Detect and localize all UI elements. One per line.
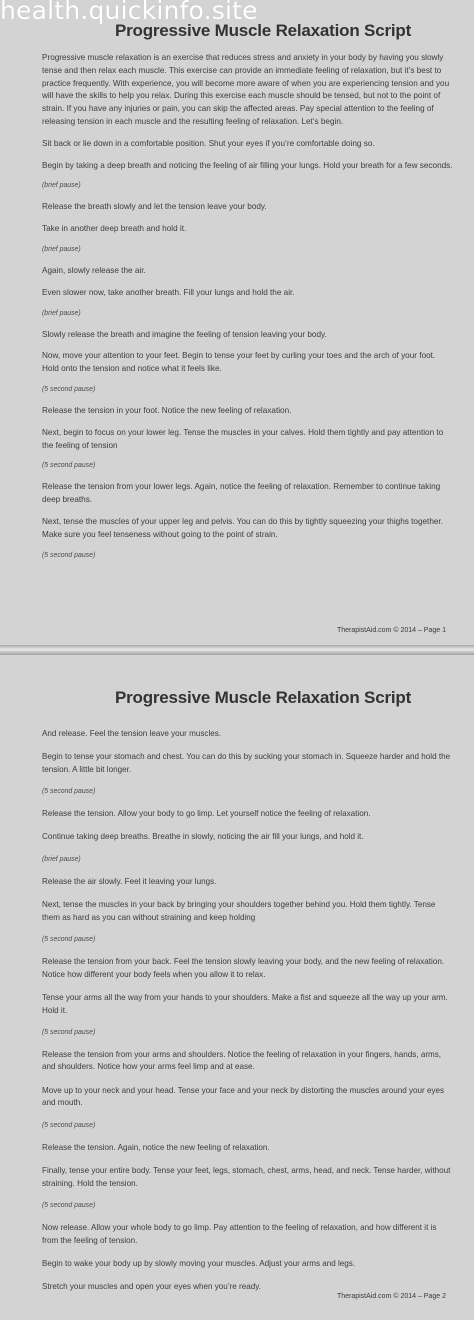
script-paragraph: Release the tension. Allow your body to go limp. Let yourself notice the feeling of relaxation.: [42, 809, 371, 819]
script-paragraph: Begin to tense your stomach and chest. You can do this by sucking your stomach in. Squeeze harder and hold the tension. A little bit longer.: [42, 752, 451, 774]
script-paragraph: Release the breath slowly and let the tension leave your body.: [42, 202, 267, 212]
watermark-text: health.quickinfo.site: [0, 0, 258, 25]
pause-note: (brief pause): [42, 245, 81, 253]
script-paragraph: Release the tension. Again, notice the new feeling of relaxation.: [42, 1142, 270, 1152]
script-paragraph: Next, begin to focus on your lower leg. Tense the muscles in your calves. Hold them tightly and pay attention to the feeling of tension: [42, 427, 444, 450]
script-paragraph: Again, slowly release the air.: [42, 265, 146, 275]
script-paragraph: Release the air slowly. Feel it leaving your lungs.: [42, 876, 217, 886]
script-paragraph: Begin by taking a deep breath and noticing the feeling of air filling your lungs. Hold your breath for a few seconds.: [42, 160, 453, 170]
script-paragraph: Release the tension in your foot. Notice the new feeling of relaxation.: [42, 405, 292, 415]
script-paragraph: Finally, tense your entire body. Tense your feet, legs, stomach, chest, arms, head, and neck. Tense harder, without straining. Hold the tension.: [42, 1165, 451, 1188]
pause-note: (5 second pause): [42, 1121, 96, 1129]
script-paragraph: Release the tension from your lower legs. Again, notice the feeling of relaxation. Remember to continue taking deep breaths.: [42, 482, 441, 505]
pause-note: (5 second pause): [42, 385, 96, 393]
page-body: [42, 728, 454, 1294]
pause-note: (5 second pause): [42, 788, 96, 796]
script-paragraph: Next, tense the muscles of your upper leg and pelvis. You can do this by tightly squeezing your thighs together. Make sure you feel tenseness without going to the point of strain.: [42, 516, 443, 539]
document-page-1: [0, 0, 474, 645]
page-footer: TherapistAid.com © 2014 – Page 1: [336, 627, 446, 634]
script-paragraph: Begin to wake your body up by slowly moving your muscles. Adjust your arms and legs.: [42, 1258, 356, 1268]
script-paragraph: Now release. Allow your whole body to go limp. Pay attention to the feeling of relaxation, and how different it is from the feeling of tension.: [42, 1222, 437, 1245]
script-paragraph: Next, tense the muscles in your back by bringing your shoulders together behind you. Hold them tightly. Tense them as hard as you can without straining and keep holding: [42, 899, 436, 922]
script-paragraph: Move up to your neck and your head. Tense your face and your neck by distorting the muscles around your eyes and mouth.: [42, 1085, 445, 1108]
script-paragraph: Progressive muscle relaxation is an exercise that reduces stress and anxiety in your body by having you slowly tense and then relax each muscle. This exercise can provide an immediate feeling of relaxation, but it’s best to practice frequently. With experience, you will become more aware of when you are experiencing tension and you will have the skills to help you relax. During this exercise each muscle should be tensed, but not to the point of strain. If you have any injuries or pain, you can skip the affected areas. Pay special attention to the feeling of releasing tension in each muscle and the resulting feeling of relaxation. Let’s begin.: [42, 53, 450, 126]
script-paragraph: Continue taking deep breaths. Breathe in slowly, noticing the air fill your lungs, and hold it.: [42, 832, 364, 842]
pause-note: (5 second pause): [42, 1028, 96, 1036]
page-title: Progressive Muscle Relaxation Script: [114, 21, 412, 40]
pause-note: (brief pause): [42, 309, 81, 317]
pause-note: (5 second pause): [42, 551, 96, 559]
page-footer: TherapistAid.com © 2014 – Page 2: [336, 1293, 446, 1300]
script-paragraph: Tense your arms all the way from your hands to your shoulders. Make a fist and squeeze all the way up your arm. Hold it.: [42, 992, 448, 1015]
script-paragraph: Slowly release the breath and imagine the feeling of tension leaving your body.: [42, 329, 327, 339]
script-paragraph: Take in another deep breath and hold it.: [42, 224, 187, 234]
script-paragraph: Now, move your attention to your feet. Begin to tense your feet by curling your toes and the arch of your foot. Hold onto the tension and notice what it feels like.: [42, 351, 436, 374]
pause-note: (5 second pause): [42, 1201, 96, 1209]
script-paragraph: Even slower now, take another breath. Fill your lungs and hold the air.: [42, 287, 295, 297]
pause-note: (brief pause): [42, 855, 81, 863]
script-paragraph: Sit back or lie down in a comfortable position. Shut your eyes if you’re comfortable doing so.: [42, 138, 375, 148]
pause-note: (brief pause): [42, 182, 81, 190]
page-title: Progressive Muscle Relaxation Script: [114, 688, 412, 707]
document-page-2: [0, 655, 474, 1320]
pause-note: (5 second pause): [42, 935, 96, 943]
script-paragraph: Release the tension from your back. Feel the tension slowly leaving your body, and the new feeling of relaxation. Notice how different your body feels when you allow it to relax.: [42, 956, 445, 979]
page-divider: [0, 645, 474, 655]
script-paragraph: And release. Feel the tension leave your muscles.: [42, 729, 222, 738]
script-paragraph: Release the tension from your arms and shoulders. Notice the feeling of relaxation in your fingers, hands, arms, and shoulders. Notice how your arms feel limp and at ease.: [42, 1049, 442, 1072]
script-paragraph: Stretch your muscles and open your eyes when you’re ready.: [42, 1282, 261, 1291]
pause-note: (5 second pause): [42, 462, 96, 470]
page-body: [42, 52, 454, 561]
